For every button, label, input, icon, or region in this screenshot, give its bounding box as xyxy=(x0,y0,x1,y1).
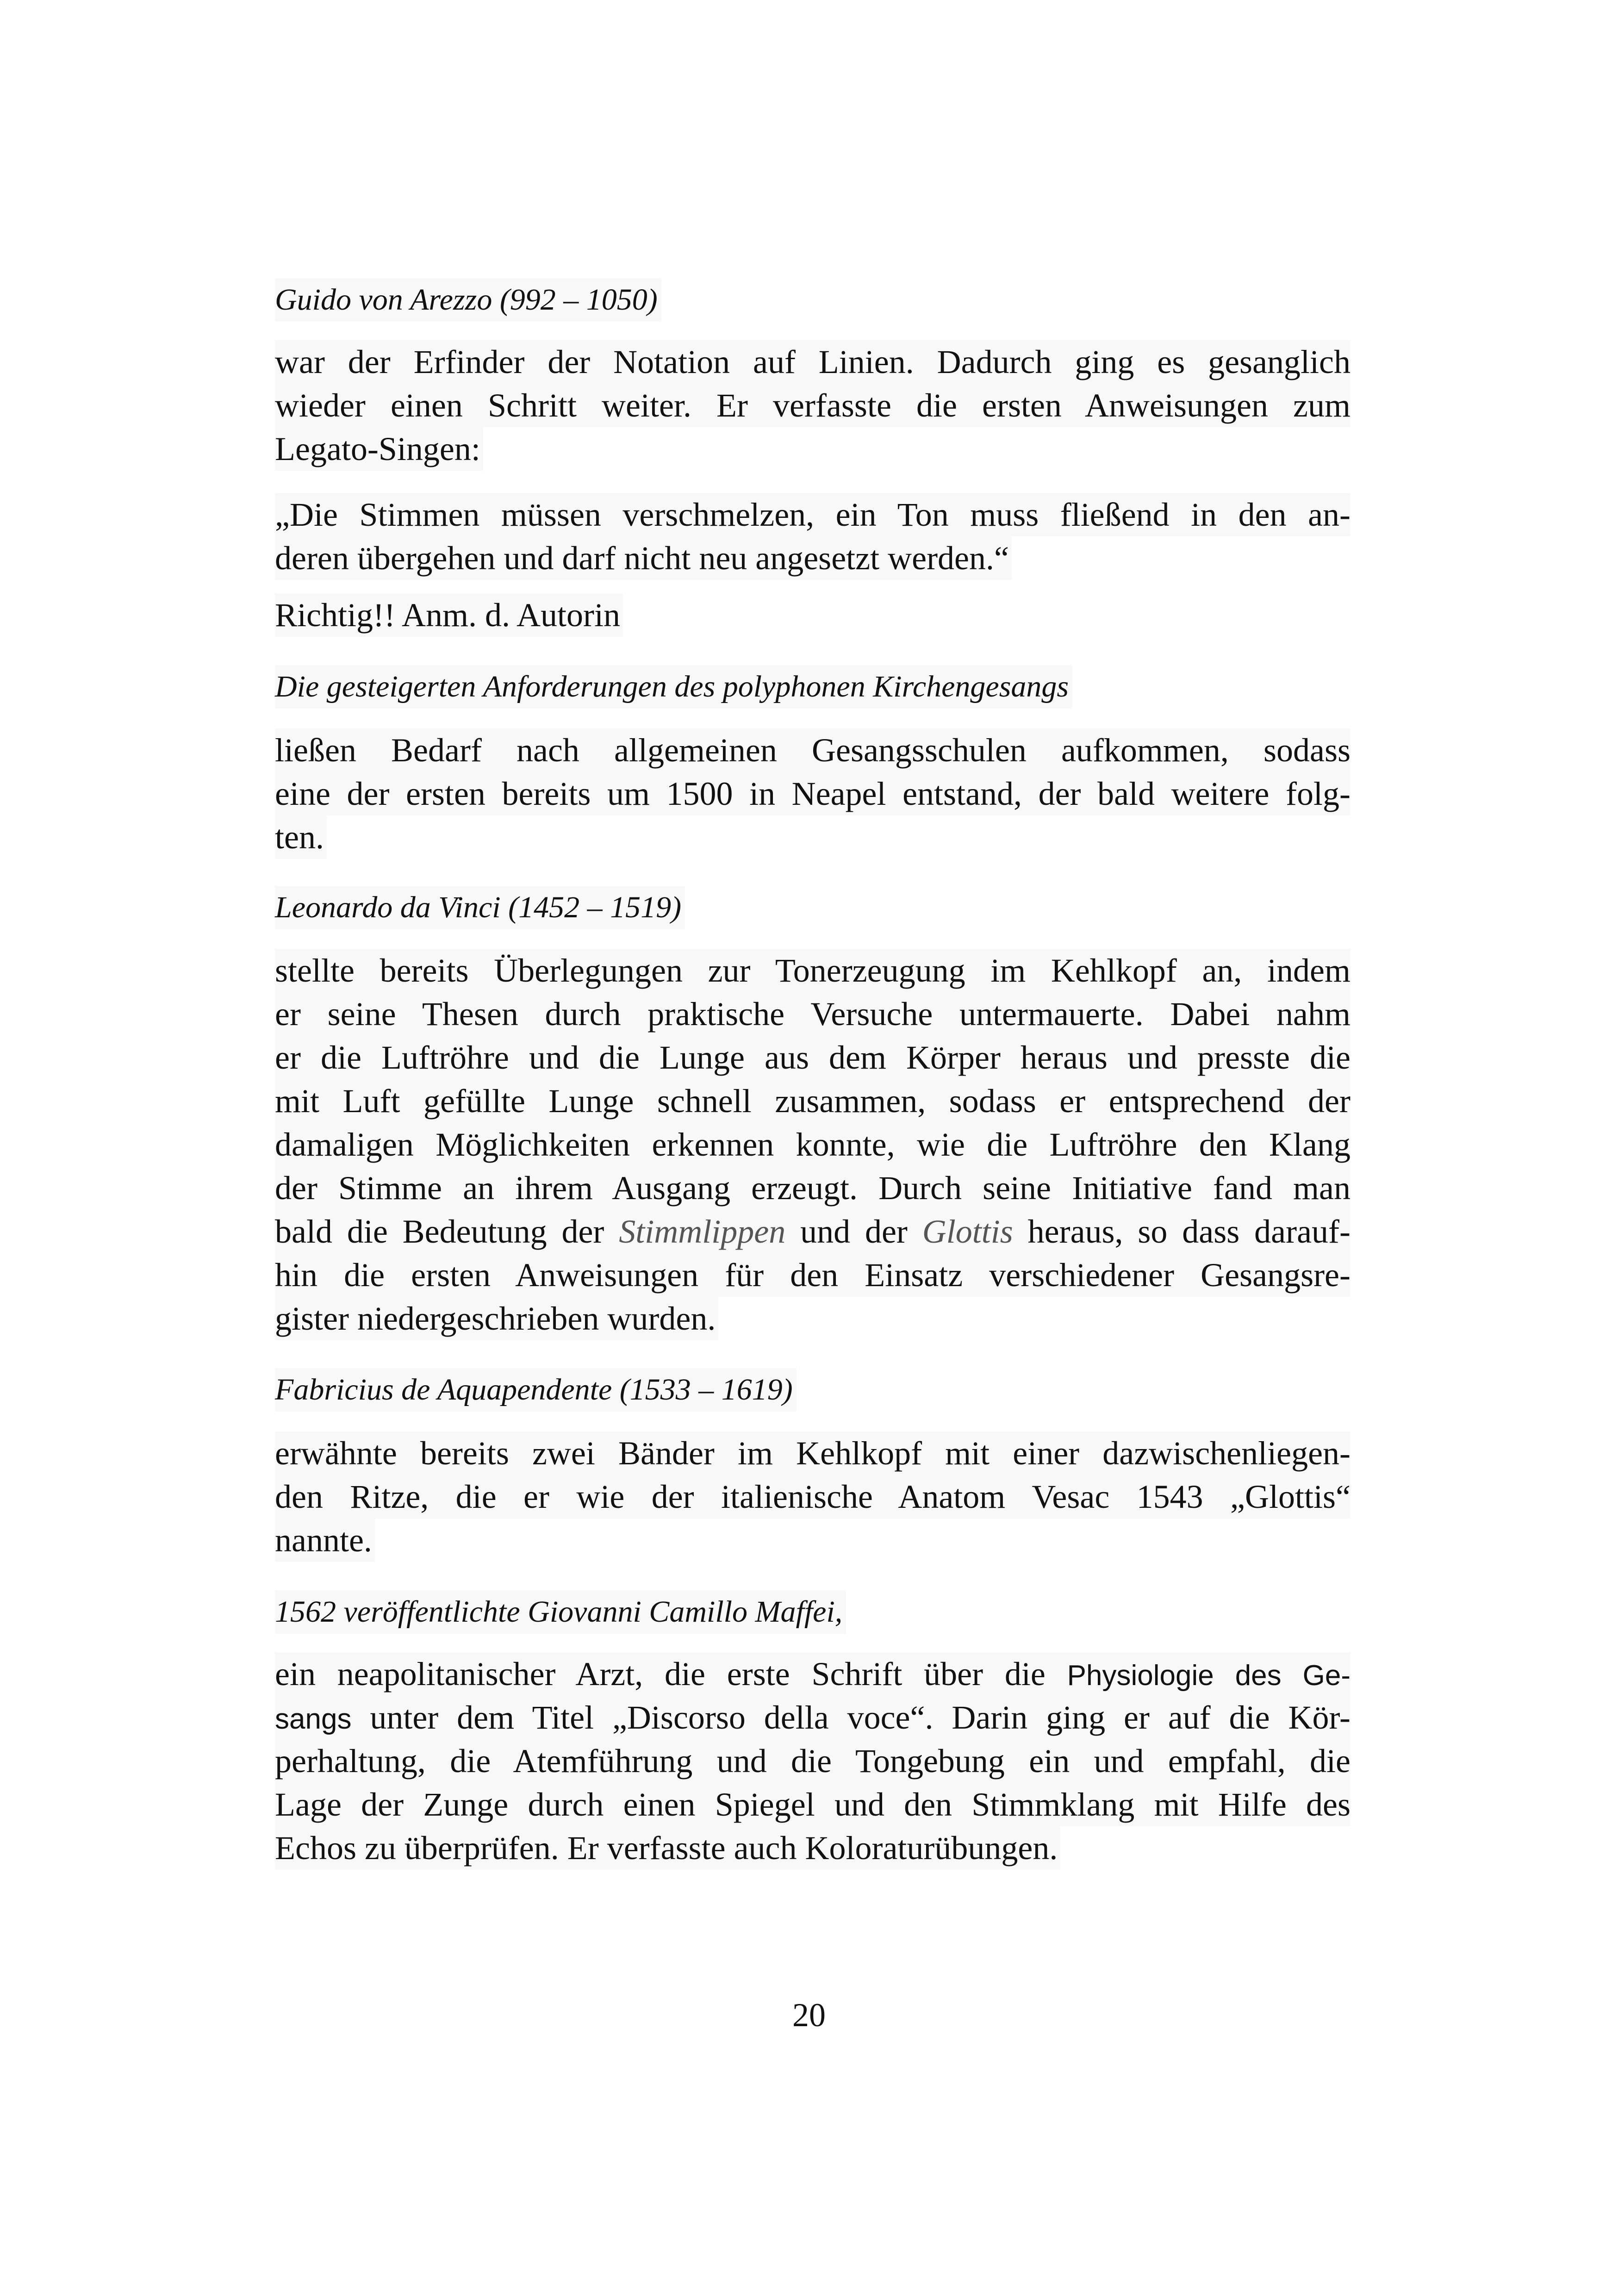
text-segment: heraus, so dass darauf- xyxy=(1013,1213,1350,1250)
text-line: den Ritze, die er wie der italienische Anatom Vesac 1543 „Glottis“ xyxy=(275,1475,1350,1518)
text-line: Legato-Singen: xyxy=(275,427,483,471)
paragraph xyxy=(275,728,1350,859)
text-line: mit Luft gefüllte Lunge schnell zusammen, sodass er entsprechend der xyxy=(275,1079,1350,1123)
text-segment: und der xyxy=(785,1213,922,1250)
text-line: perhaltung, die Atemführung und die Tongebung ein und empfahl, die xyxy=(275,1739,1350,1783)
emphasized-term: Physiologie des Ge- xyxy=(1067,1660,1350,1692)
text-line: Lage der Zunge durch einen Spiegel und den Stimmklang mit Hilfe des xyxy=(275,1783,1350,1826)
section-heading xyxy=(275,1368,1350,1412)
text-line: ließen Bedarf nach allgemeinen Gesangsschulen aufkommen, sodass xyxy=(275,728,1350,772)
text-line xyxy=(275,1696,1350,1739)
text-line: er seine Thesen durch praktische Versuche untermauerte. Dabei nahm xyxy=(275,992,1350,1036)
text-line: ten. xyxy=(275,815,327,859)
section-heading xyxy=(275,665,1350,709)
text-line: damaligen Möglichkeiten erkennen konnte, wie die Luftröhre den Klang xyxy=(275,1123,1350,1166)
page-number: 20 xyxy=(792,1997,826,2034)
text-segment: ein neapolitanischer Arzt, die erste Schrift über die xyxy=(275,1655,1067,1692)
paragraph xyxy=(275,1652,1350,1870)
text-line: war der Erfinder der Notation auf Linien. Dadurch ging es gesanglich xyxy=(275,340,1350,384)
text-line: gister niedergeschrieben wurden. xyxy=(275,1297,718,1340)
text-line xyxy=(275,1652,1350,1696)
text-line: Echos zu überprüfen. Er verfasste auch Koloraturübungen. xyxy=(275,1826,1060,1870)
text-line: deren übergehen und darf nicht neu angesetzt werden.“ xyxy=(275,536,1012,580)
text-line xyxy=(275,1210,1350,1253)
section-heading xyxy=(275,278,1350,322)
text-line: nannte. xyxy=(275,1518,375,1562)
text-line: Richtig!! Anm. d. Autorin xyxy=(275,593,623,637)
text-segment: unter dem Titel „Discorso della voce“. Darin ging er auf die Kör- xyxy=(351,1699,1350,1736)
section-heading xyxy=(275,1590,1350,1634)
text-line: er die Luftröhre und die Lunge aus dem Körper heraus und presste die xyxy=(275,1036,1350,1079)
text-line: eine der ersten bereits um 1500 in Neapel entstand, der bald weitere folg- xyxy=(275,772,1350,815)
text-segment: bald die Bedeutung der xyxy=(275,1213,619,1250)
text-line: Die gesteigerten Anforderungen des polyphonen Kirchengesangs xyxy=(275,665,1072,709)
text-line: 1562 veröffentlichte Giovanni Camillo Maffei, xyxy=(275,1590,846,1634)
section-heading xyxy=(275,886,1350,929)
text-line: der Stimme an ihrem Ausgang erzeugt. Durch seine Initiative fand man xyxy=(275,1166,1350,1210)
paragraph xyxy=(275,340,1350,471)
text-line: „Die Stimmen müssen verschmelzen, ein Ton muss fließend in den an- xyxy=(275,493,1350,536)
text-line: Leonardo da Vinci (1452 – 1519) xyxy=(275,886,685,929)
paragraph xyxy=(275,1431,1350,1562)
text-line: wieder einen Schritt weiter. Er verfasste die ersten Anweisungen zum xyxy=(275,384,1350,427)
paragraph xyxy=(275,493,1350,580)
text-line: Guido von Arezzo (992 – 1050) xyxy=(275,278,661,322)
emphasized-term: Glottis xyxy=(922,1213,1013,1250)
paragraph xyxy=(275,593,1350,637)
emphasized-term: sangs xyxy=(275,1703,352,1735)
text-line: erwähnte bereits zwei Bänder im Kehlkopf mit einer dazwischenliegen- xyxy=(275,1431,1350,1475)
emphasized-term: Stimmlippen xyxy=(619,1213,786,1250)
text-line: stellte bereits Überlegungen zur Tonerzeugung im Kehlkopf an, indem xyxy=(275,949,1350,992)
text-line: Fabricius de Aquapendente (1533 – 1619) xyxy=(275,1368,797,1412)
text-line: hin die ersten Anweisungen für den Einsatz verschiedener Gesangsre- xyxy=(275,1253,1350,1297)
paragraph xyxy=(275,949,1350,1340)
